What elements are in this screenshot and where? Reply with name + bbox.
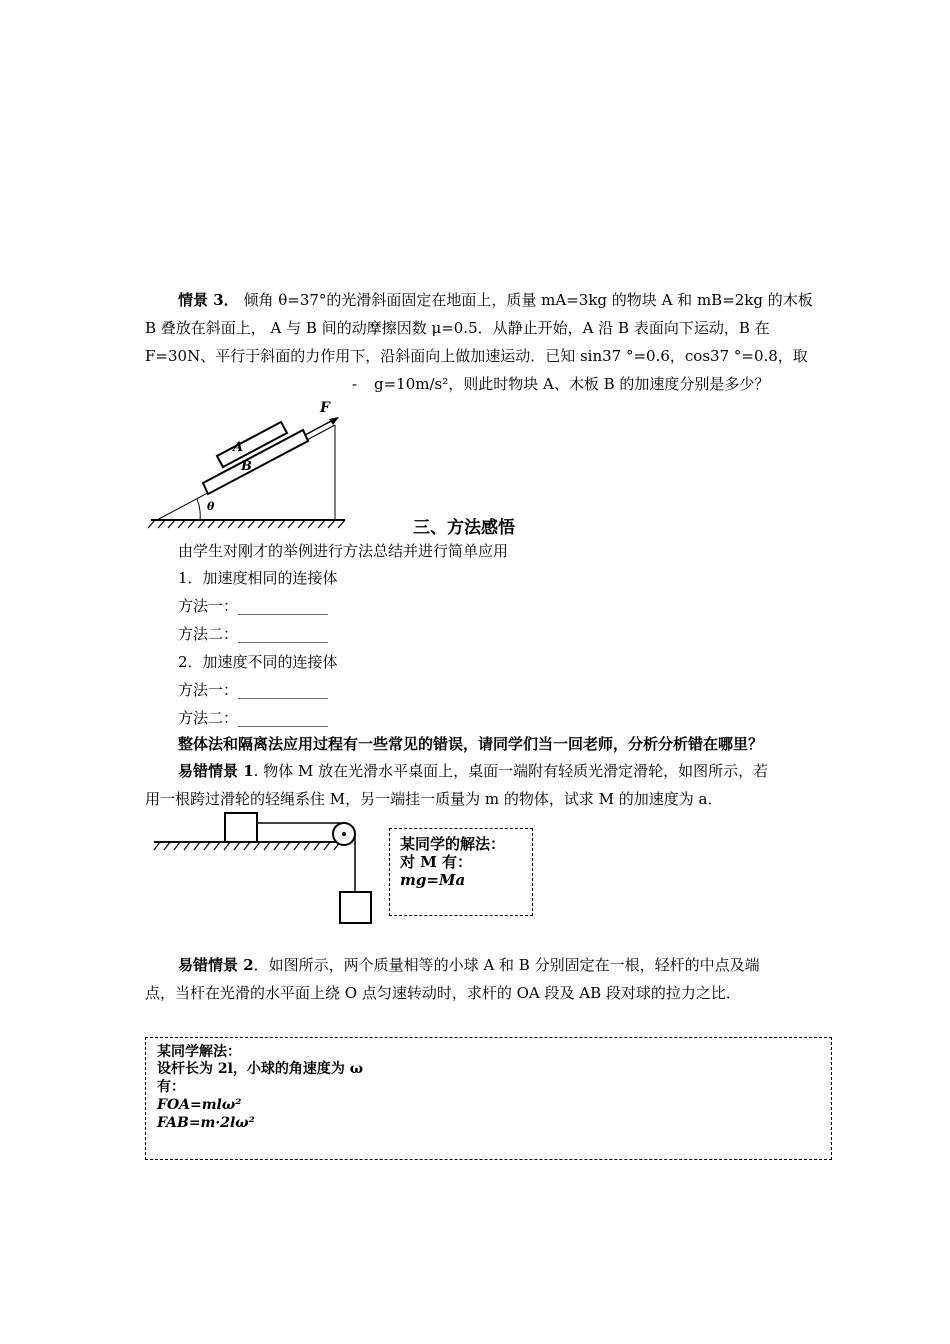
solution-box-2	[145, 1037, 832, 1160]
err1-line2: 用一根跨过滑轮的轻绳系住 M，另一端挂一质量为 m 的物体，试求 M 的加速度为 a．	[145, 790, 723, 808]
angle-arc	[197, 499, 200, 520]
box1-line2: 对 M 有：	[400, 853, 473, 871]
section-intro: 由学生对刚才的举例进行方法总结并进行简单应用	[178, 542, 509, 560]
method1b: 方法二：____________	[178, 625, 329, 643]
scene3-text1: 倾角 θ=37°的光滑斜面固定在地面上，质量 mA=3kg 的物块 A 和 mB=2kg 的木板	[243, 291, 813, 309]
box2-line4: FOA=mlω²	[157, 1097, 242, 1113]
label-theta: θ	[207, 500, 215, 513]
box1-line1: 某同学的解法：	[400, 835, 506, 853]
scene3-line1	[178, 290, 813, 310]
method2a: 方法一：____________	[178, 681, 329, 699]
box2-line3: 有：	[157, 1079, 185, 1095]
label-B: B	[241, 459, 252, 474]
table-hatch	[154, 842, 340, 850]
err1-title: 易错情景 1	[178, 762, 254, 780]
err2-line2: 点，当杆在光滑的水平面上绕 O 点匀速转动时，求杆的 OA 段及 AB 段对球的拉力之比．	[145, 984, 741, 1002]
scene3-line2: B 叠放在斜面上， A 与 B 间的动摩擦因数 μ=0.5．从静止开始，A 沿 B 表面向下运动，B 在	[145, 319, 770, 337]
err2-line1	[178, 955, 760, 975]
section-heading: 三、方法感悟	[413, 518, 515, 538]
label-F: F	[320, 400, 330, 416]
box2-line1: 某同学解法：	[157, 1044, 241, 1060]
ground-hatch	[148, 520, 345, 528]
label-A: A	[233, 440, 244, 455]
scene3-line4: g=10m/s²，则此时物块 A、木板 B 的加速度分别是多少？	[374, 375, 770, 393]
err2-title: 易错情景 2	[178, 956, 254, 974]
scene3-title: 情景 3．	[178, 291, 239, 309]
item2: 2．加速度不同的连接体	[178, 653, 338, 671]
box1-line3: mg=Ma	[400, 871, 466, 889]
method1a: 方法一：____________	[178, 597, 329, 615]
pulley-axle	[342, 832, 346, 836]
scene3-dash: -	[352, 375, 358, 393]
solution-box-1	[389, 828, 533, 916]
item1: 1．加速度相同的连接体	[178, 569, 338, 587]
err2-text1: ．如图所示，两个质量相等的小球 A 和 B 分别固定在一根，轻杆的中点及端	[253, 956, 760, 974]
box2-line5: FAB=m·2lω²	[157, 1115, 255, 1131]
err1-text1: . 物体 M 放在光滑水平桌面上，桌面一端附有轻质光滑定滑轮，如图所示，若	[253, 762, 769, 780]
err1-line1	[178, 761, 768, 781]
block-m	[340, 892, 371, 923]
scene3-line3: F=30N、平行于斜面的力作用下，沿斜面向上做加速运动．已知 sin37 °=0.6，cos37 °=0.8，取	[145, 347, 808, 365]
method2b: 方法二：____________	[178, 709, 329, 727]
pulley-figure	[150, 810, 380, 930]
prompt-text: 整体法和隔离法应用过程有一些常见的错误，请同学们当一回老师，分析分析错在哪里？	[178, 735, 764, 753]
force-arrowhead	[329, 417, 339, 425]
block-M	[225, 813, 257, 842]
box2-line2: 设杆长为 2l，小球的角速度为 ω	[157, 1061, 364, 1077]
incline-figure	[145, 395, 355, 530]
